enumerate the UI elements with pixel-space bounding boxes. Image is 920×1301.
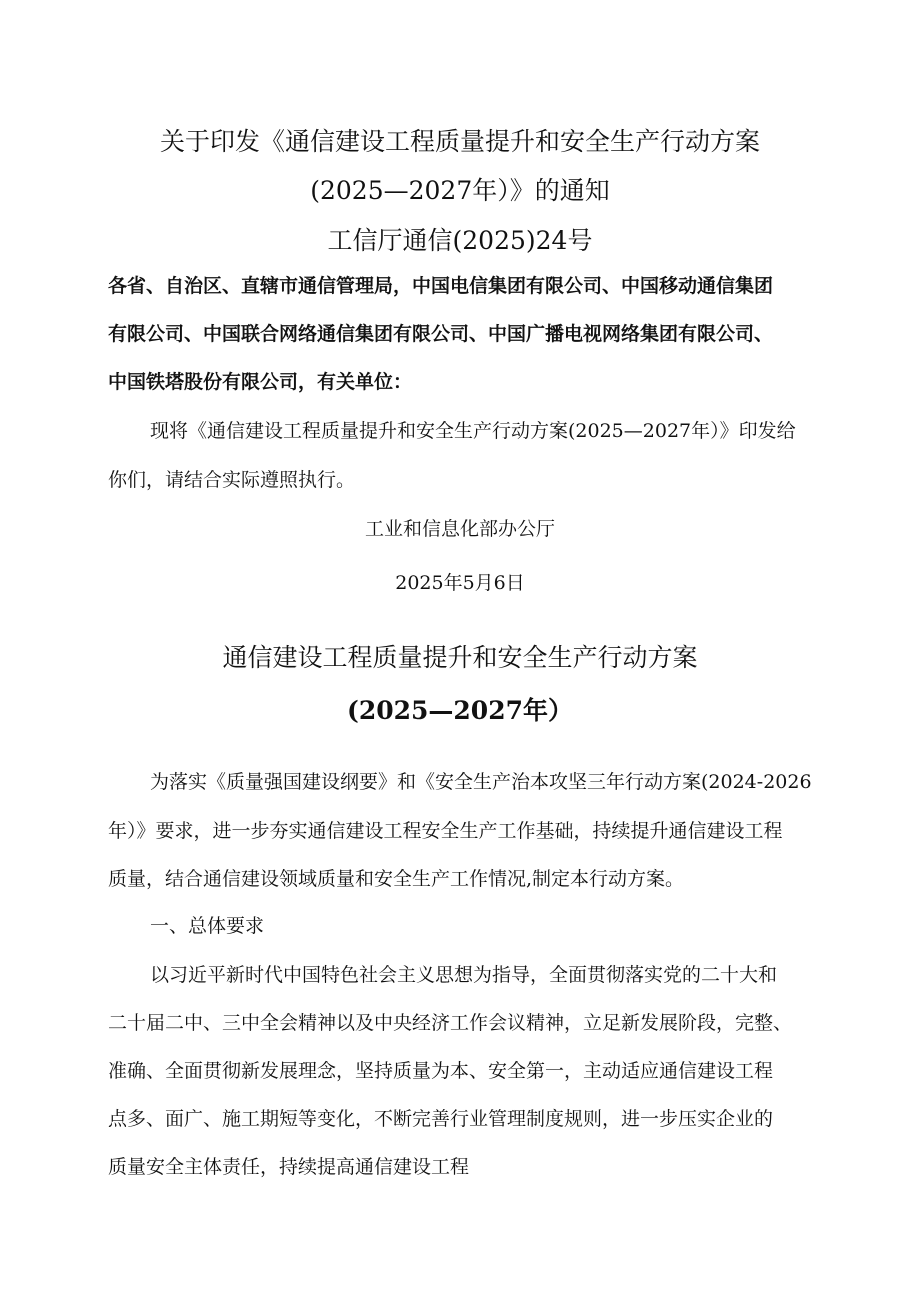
section-1-body-line-1: 以习近平新时代中国特色社会主义思想为指导，全面贯彻落实党的二十大和 xyxy=(150,964,778,986)
section-1-body-line-3: 准确、全面贯彻新发展理念，坚持质量为本、安全第一，主动适应通信建设工程 xyxy=(108,1060,774,1082)
plan-intro-line-1: 为落实《质量强国建设纲要》和《安全生产治本攻坚三年行动方案(2024-2026 xyxy=(150,771,812,793)
section-1-body-line-5: 质量安全主体责任，持续提高通信建设工程 xyxy=(108,1156,470,1178)
section-1-body-line-2: 二十届二中、三中全会精神以及中央经济工作会议精神，立足新发展阶段，完整、 xyxy=(108,1012,793,1034)
recipients-line-1: 各省、自治区、直辖市通信管理局，中国电信集团有限公司、中国移动通信集团 xyxy=(108,275,774,297)
notice-issuer: 工业和信息化部办公厅 xyxy=(364,518,555,540)
plan-title-line-2: (2025—2027年） xyxy=(347,696,573,725)
notice-title-line-2: (2025—2027年）》的通知 xyxy=(310,176,610,205)
notice-date: 2025年5月6日 xyxy=(395,572,525,594)
notice-doc-number: 工信厅通信(2025)24号 xyxy=(327,226,593,255)
plan-title-line-1: 通信建设工程质量提升和安全生产行动方案 xyxy=(222,643,698,672)
recipients-line-3: 中国铁塔股份有限公司，有关单位： xyxy=(108,371,413,393)
section-1-heading: 一、总体要求 xyxy=(150,915,265,937)
plan-intro-line-2: 年）》要求，进一步夯实通信建设工程安全生产工作基础，持续提升通信建设工程 xyxy=(108,820,783,842)
section-1-body-line-4: 点多、面广、施工期短等变化，不断完善行业管理制度规则，进一步压实企业的 xyxy=(108,1108,774,1130)
recipients-line-2: 有限公司、中国联合网络通信集团有限公司、中国广播电视网络集团有限公司、 xyxy=(108,323,774,345)
notice-body-line-1: 现将《通信建设工程质量提升和安全生产行动方案(2025—2027年）》印发给 xyxy=(150,420,796,442)
notice-title-line-1: 关于印发《通信建设工程质量提升和安全生产行动方案 xyxy=(159,127,760,156)
notice-body-line-2: 你们，请结合实际遵照执行。 xyxy=(108,469,356,491)
plan-intro-line-3: 质量，结合通信建设领域质量和安全生产工作情况,制定本行动方案。 xyxy=(108,868,685,890)
